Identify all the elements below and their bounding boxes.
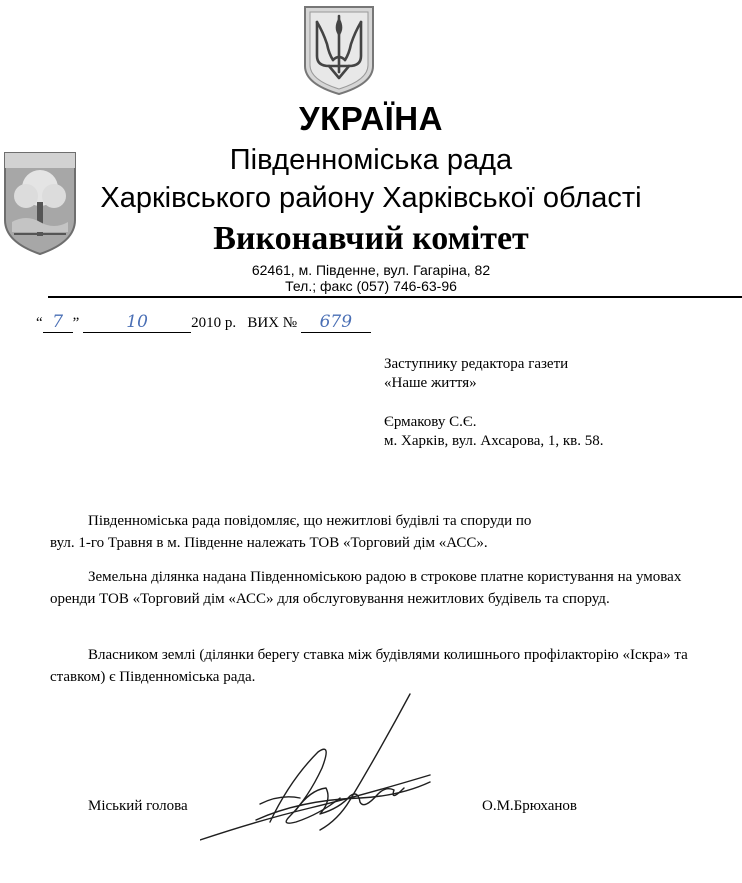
date-day-field — [43, 312, 73, 333]
letterhead-address: 62461, м. Південне, вул. Гагаріна, 82 — [251, 262, 491, 278]
outgoing-label: ВИХ № — [247, 315, 298, 331]
signature-scribble — [200, 690, 470, 850]
recipient-name: Єрмакову С.Є. — [384, 414, 477, 430]
reference-line — [36, 312, 371, 333]
date-open-quote: “ — [36, 315, 43, 331]
recipient-position: Заступнику редактора газети — [384, 356, 569, 372]
letterhead-country: УКРАЇНА — [299, 100, 443, 137]
trident-emblem-icon — [302, 4, 376, 96]
body-paragraph-1-line-1: Південноміська рада повідомляє, що нежитлові будівлі та споруди по — [88, 513, 532, 529]
recipient-address: м. Харків, вул. Ахсарова, 1, кв. 58. — [384, 433, 604, 449]
letterhead-phone: Тел.; факс (057) 746-63-96 — [285, 278, 457, 294]
recipient-newspaper: «Наше життя» — [384, 375, 477, 391]
body-paragraph-2: Земельна ділянка надана Південноміською радою в строкове платне користування на умовах оренди ТОВ «Торговий дім «АСС» для обслуговування нежитлових будівель та споруд. — [50, 569, 682, 607]
body-paragraph-3: Власником землі (ділянки берегу ставка між будівлями колишнього профілакторію «Іскра» та ставком) є Південноміська рада. — [50, 647, 688, 685]
date-day: 7 — [52, 312, 64, 332]
outgoing-number-field — [301, 312, 371, 333]
outgoing-number: 679 — [319, 312, 353, 332]
letterhead-committee: Виконавчий комітет — [213, 220, 529, 257]
date-month: 10 — [126, 312, 148, 332]
body-paragraph-1-line-2: вул. 1-го Травня в м. Південне належать ТОВ «Торговий дім «АСС». — [50, 535, 488, 551]
body-paragraph-1 — [50, 510, 690, 554]
signatory-name: О.М.Брюханов — [482, 798, 577, 814]
letterhead-divider — [48, 296, 742, 298]
date-close-quote: ” — [72, 315, 80, 331]
date-year: 2010 р. — [191, 315, 237, 331]
signatory-title: Міський голова — [88, 798, 188, 814]
date-month-field — [83, 312, 191, 333]
letterhead-council: Південноміська рада — [229, 144, 513, 176]
letterhead-district: Харківського району Харківської області — [100, 182, 642, 214]
